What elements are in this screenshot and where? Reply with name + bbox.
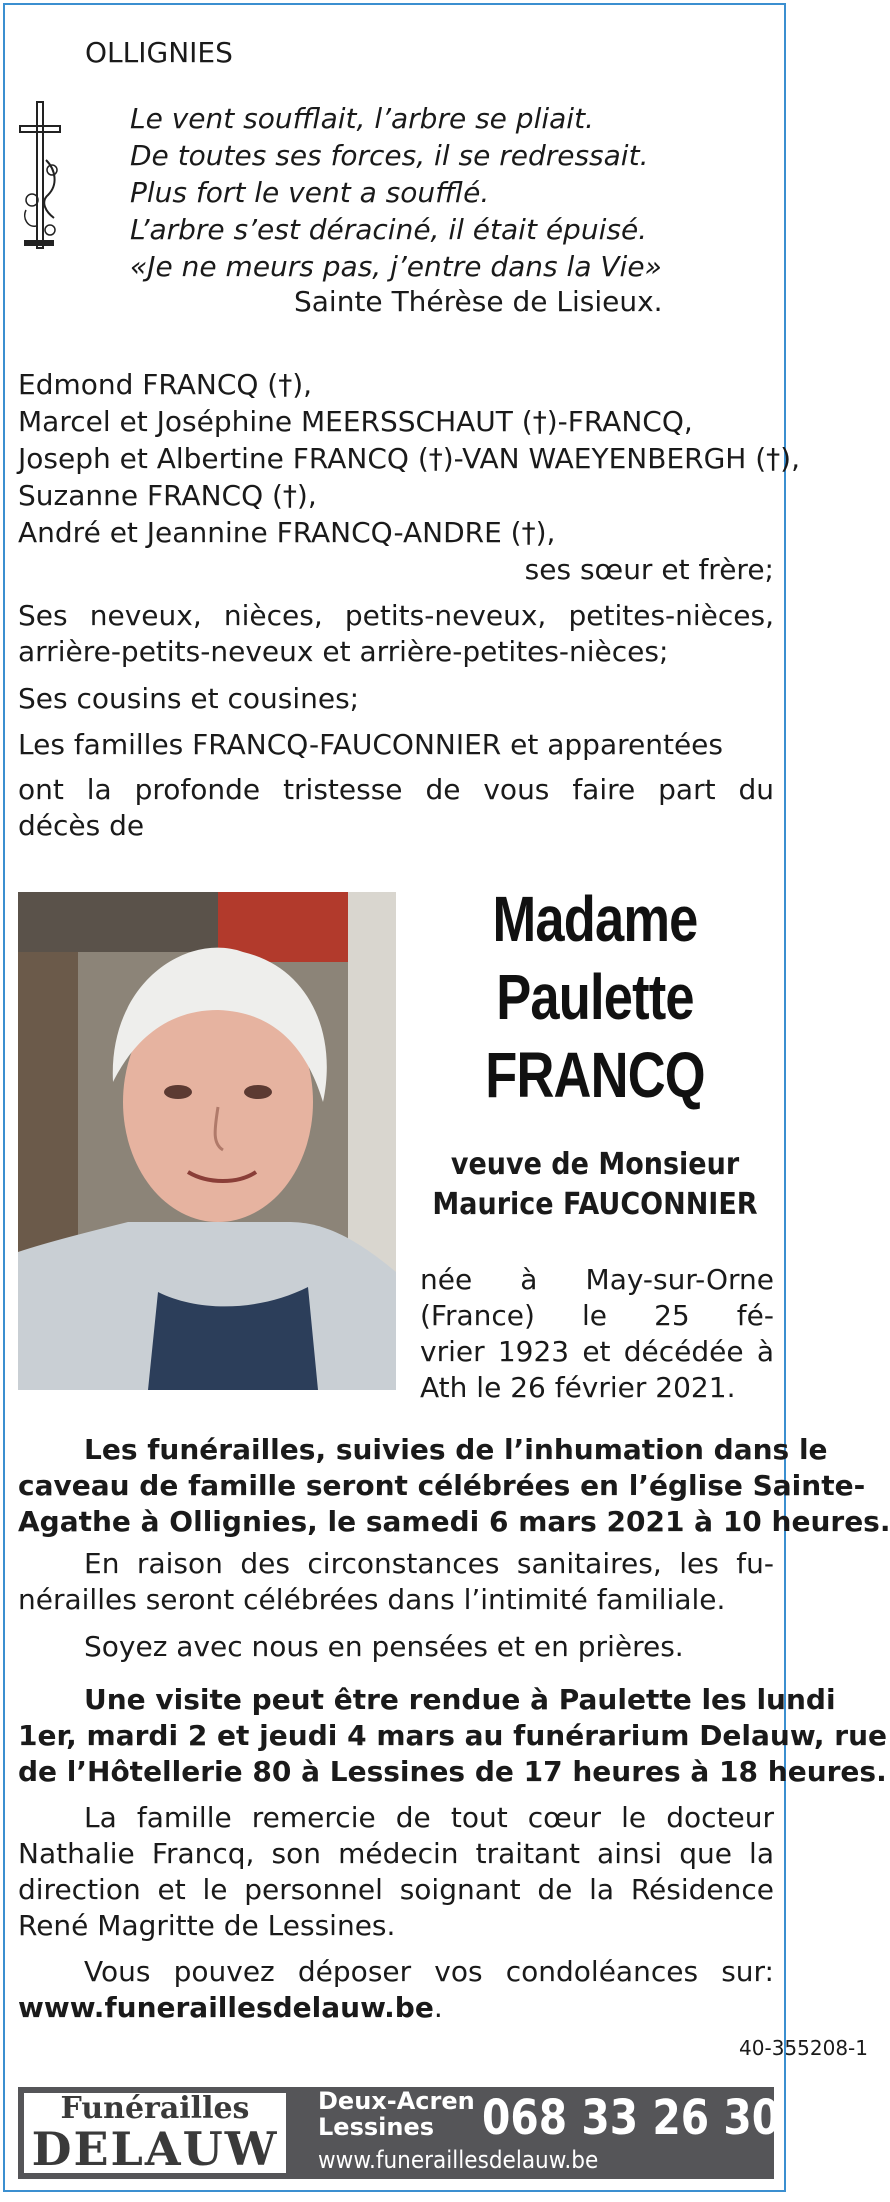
siblings-list bbox=[18, 366, 800, 588]
announce-line: ont la profonde tristesse de vous faire part du bbox=[18, 773, 774, 806]
visit-line: 1er, mardi 2 et jeudi 4 mars au funérarium Delauw, rue bbox=[18, 1719, 888, 1752]
siblings-role: ses sœur et frère; bbox=[524, 553, 774, 586]
deceased-name bbox=[410, 880, 780, 1114]
announce-line: décès de bbox=[18, 809, 145, 842]
funeral-line: caveau de famille seront célébrées en l’église Sainte- bbox=[18, 1469, 866, 1502]
name-line: FRANCQ bbox=[485, 1039, 705, 1111]
sibling-entry: Suzanne FRANCQ (†), bbox=[18, 479, 317, 512]
thanks-line: Nathalie Francq, son médecin traitant ainsi que la bbox=[18, 1837, 774, 1870]
nephews-line: arrière-petits-neveux et arrière-petites-nièces; bbox=[18, 635, 669, 668]
poem-line: Le vent soufflait, l’arbre se pliait. bbox=[130, 102, 594, 135]
condolences-line: Vous pouvez déposer vos condoléances sur: bbox=[84, 1955, 774, 1988]
widow-line: Maurice FAUCONNIER bbox=[432, 1187, 758, 1222]
name-line: Madame bbox=[492, 883, 698, 955]
birth-line: (France) le 25 fé- bbox=[420, 1299, 774, 1332]
poem-line: L’arbre s’est déraciné, il était épuisé. bbox=[130, 213, 648, 246]
footer-cities bbox=[318, 2088, 475, 2140]
visit-paragraph bbox=[18, 1682, 888, 1790]
nephews-line: Ses neveux, nièces, petits-neveux, petites-nièces, bbox=[18, 599, 774, 632]
sanitary-line: nérailles seront célébrées dans l’intimité familiale. bbox=[18, 1583, 726, 1616]
condolences-link[interactable]: www.funeraillesdelauw.be bbox=[18, 1991, 434, 2024]
funeral-paragraph bbox=[18, 1432, 890, 1540]
cross-icon bbox=[16, 100, 66, 250]
condolences-end: . bbox=[433, 1991, 443, 2024]
sibling-entry: Joseph et Albertine FRANCQ (†)-VAN WAEYENBERGH (†), bbox=[18, 442, 800, 475]
logo-top-text: Funérailles bbox=[60, 2091, 250, 2126]
sibling-entry: Marcel et Joséphine MEERSSCHAUT (†)-FRANCQ, bbox=[18, 405, 693, 438]
thoughts-line: Soyez avec nous en pensées et en prières. bbox=[84, 1630, 684, 1663]
families-line: Les familles FRANCQ-FAUCONNIER et apparentées bbox=[18, 728, 723, 761]
thanks-line: La famille remercie de tout cœur le docteur bbox=[84, 1801, 774, 1834]
footer-url[interactable]: www.funeraillesdelauw.be bbox=[318, 2146, 599, 2174]
poem-line: De toutes ses forces, il se redressait. bbox=[130, 139, 649, 172]
thanks-line: direction et le personnel soignant de la Résidence bbox=[18, 1873, 774, 1906]
footer-city: Lessines bbox=[318, 2113, 435, 2141]
poem-author: Sainte Thérèse de Lisieux. bbox=[294, 285, 663, 318]
cousins-line: Ses cousins et cousines; bbox=[18, 682, 360, 715]
poem-line: «Je ne meurs pas, j’entre dans la Vie» bbox=[130, 250, 662, 283]
birth-line: vrier 1923 et décédée à bbox=[420, 1335, 774, 1368]
thanks-paragraph bbox=[18, 1800, 774, 1944]
poem-line: Plus fort le vent a soufflé. bbox=[130, 176, 490, 209]
town-heading: OLLIGNIES bbox=[85, 36, 233, 69]
announce-paragraph bbox=[18, 772, 774, 844]
sibling-entry: André et Jeannine FRANCQ-ANDRE (†), bbox=[18, 516, 556, 549]
poem bbox=[130, 100, 662, 285]
condolences-paragraph bbox=[18, 1954, 774, 2026]
portrait-photo bbox=[18, 892, 396, 1390]
nephews-paragraph bbox=[18, 598, 774, 670]
widow-of bbox=[429, 1145, 762, 1225]
birth-line: Ath le 26 février 2021. bbox=[420, 1371, 736, 1404]
sanitary-line: En raison des circonstances sanitaires, les fu- bbox=[84, 1547, 774, 1580]
sibling-entry: Edmond FRANCQ (†), bbox=[18, 368, 313, 401]
funeral-line: Agathe à Ollignies, le samedi 6 mars 2021 à 10 heures. bbox=[18, 1505, 890, 1538]
condolences-link-line bbox=[18, 1990, 774, 2026]
birth-death-info bbox=[420, 1262, 774, 1406]
visit-line: Une visite peut être rendue à Paulette les lundi bbox=[84, 1683, 836, 1716]
footer-phone[interactable]: 068 33 26 30 bbox=[482, 2090, 781, 2146]
thanks-line: René Magritte de Lessines. bbox=[18, 1909, 396, 1942]
sanitary-paragraph bbox=[18, 1546, 774, 1618]
widow-line: veuve de Monsieur bbox=[450, 1147, 740, 1182]
reference-number: 40-355208-1 bbox=[739, 2036, 868, 2060]
name-line: Paulette bbox=[496, 961, 694, 1033]
logo-bottom-text: DELAUW bbox=[31, 2122, 279, 2176]
visit-line: de l’Hôtellerie 80 à Lessines de 17 heures à 18 heures. bbox=[18, 1755, 887, 1788]
footer-city: Deux-Acren bbox=[318, 2087, 475, 2115]
funeral-line: Les funérailles, suivies de l’inhumation dans le bbox=[84, 1433, 828, 1466]
birth-line: née à May-sur-Orne bbox=[420, 1263, 774, 1296]
